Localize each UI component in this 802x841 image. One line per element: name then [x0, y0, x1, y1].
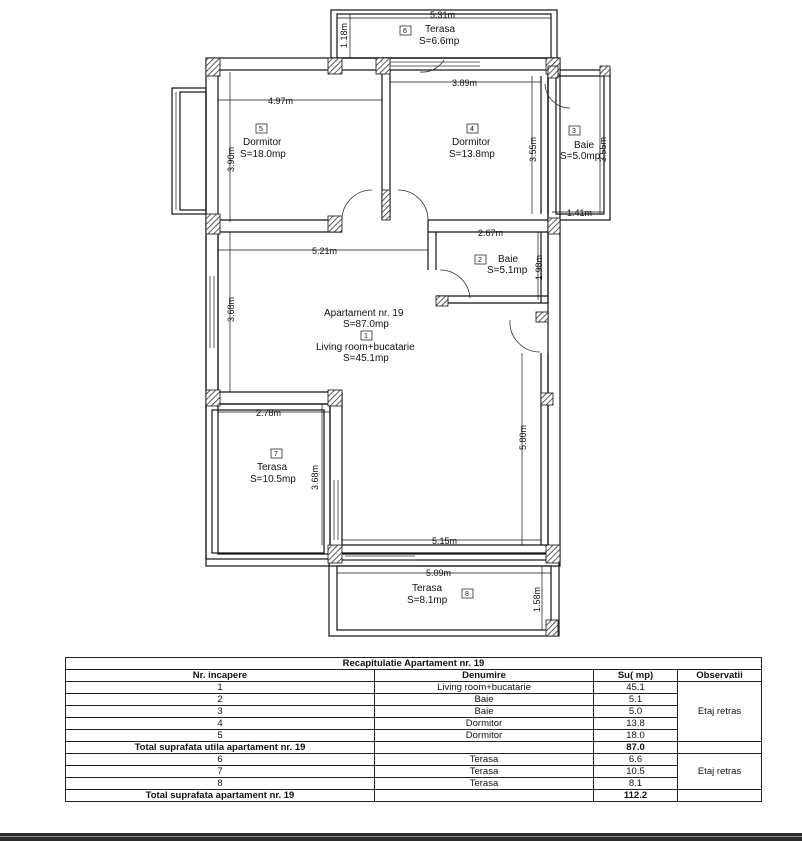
- table-total-row: [66, 790, 762, 802]
- cell-denumire: Living room+bucatarie: [375, 682, 594, 694]
- total-util-value: 87.0: [594, 742, 678, 754]
- header-su: Su( mp): [594, 670, 678, 682]
- cell-empty: [678, 790, 762, 802]
- table-row: [66, 682, 762, 694]
- svg-text:S=5.1mp: S=5.1mp: [487, 265, 528, 276]
- dim-d5-width: 4.97m: [268, 96, 294, 106]
- cell-denumire: Dormitor: [375, 730, 594, 742]
- header-denumire: Denumire: [375, 670, 594, 682]
- dim-b2-width: 2.67m: [478, 228, 504, 238]
- svg-text:Terasa: Terasa: [257, 462, 288, 473]
- cell-nr: 7: [66, 766, 375, 778]
- table-row: [66, 694, 762, 706]
- table-header-row: [66, 670, 762, 682]
- cell-nr: 8: [66, 778, 375, 790]
- table-row: [66, 718, 762, 730]
- room-baie-3: [560, 126, 601, 162]
- cell-denumire: Terasa: [375, 778, 594, 790]
- svg-text:Living room+bucatarie: Living room+bucatarie: [316, 342, 415, 353]
- svg-text:S=13.8mp: S=13.8mp: [449, 149, 495, 160]
- svg-text:Baie: Baie: [574, 140, 595, 151]
- dim-lr-width: 5.21m: [312, 246, 338, 256]
- header-observatii: Observatii: [678, 670, 762, 682]
- dim-t8-height: 1.58m: [532, 586, 542, 612]
- svg-text:Dormitor: Dormitor: [452, 137, 491, 148]
- cell-nr: 1: [66, 682, 375, 694]
- header-nr: Nr. incapere: [66, 670, 375, 682]
- dim-b2-height: 1.98m: [534, 254, 544, 280]
- svg-text:8: 8: [465, 591, 469, 598]
- cell-su: 45.1: [594, 682, 678, 694]
- bottom-bar: [0, 833, 802, 841]
- table-title-row: [66, 658, 762, 670]
- svg-text:1: 1: [364, 333, 368, 340]
- table-row: [66, 766, 762, 778]
- cell-nr: 6: [66, 754, 375, 766]
- dim-lr-height: 3.68m: [226, 296, 236, 322]
- svg-text:7: 7: [274, 451, 278, 458]
- room-terasa-6: [400, 24, 460, 47]
- dim-t7-width: 2.78m: [256, 408, 282, 418]
- cell-su: 8.1: [594, 778, 678, 790]
- cell-su: 18.0: [594, 730, 678, 742]
- svg-text:6: 6: [403, 28, 407, 35]
- room-baie-2: [475, 254, 528, 276]
- cell-nr: 2: [66, 694, 375, 706]
- dim-b3-height: 3.55m: [598, 136, 608, 162]
- svg-text:S=45.1mp: S=45.1mp: [343, 353, 389, 364]
- cell-denumire: Dormitor: [375, 718, 594, 730]
- cell-nr: 4: [66, 718, 375, 730]
- dim-d4-height: 3.55m: [528, 136, 538, 162]
- dim-t8-width: 5.09m: [426, 568, 452, 578]
- svg-text:Terasa: Terasa: [412, 583, 443, 594]
- svg-text:Dormitor: Dormitor: [243, 137, 282, 148]
- dim-lr-height-2: 5.80m: [518, 424, 528, 450]
- cell-denumire: Terasa: [375, 766, 594, 778]
- room-dormitor-4: [449, 124, 495, 160]
- cell-su: 5.0: [594, 706, 678, 718]
- total-value: 112.2: [594, 790, 678, 802]
- svg-text:Baie: Baie: [498, 254, 519, 265]
- dimension-labels: [226, 10, 608, 612]
- svg-text:2: 2: [478, 257, 482, 264]
- cell-observatii: Etaj retras: [678, 682, 762, 742]
- cell-denumire: Terasa: [375, 754, 594, 766]
- cell-observatii-2: Etaj retras: [678, 754, 762, 790]
- walls: [172, 10, 610, 636]
- cell-su: 13.8: [594, 718, 678, 730]
- svg-text:5: 5: [259, 126, 263, 133]
- svg-text:4: 4: [470, 126, 474, 133]
- total-label: Total suprafata apartament nr. 19: [66, 790, 375, 802]
- cell-empty: [375, 790, 594, 802]
- table-row: [66, 730, 762, 742]
- cell-denumire: Baie: [375, 706, 594, 718]
- total-util-label: Total suprafata utila apartament nr. 19: [66, 742, 375, 754]
- svg-text:S=18.0mp: S=18.0mp: [240, 149, 286, 160]
- dim-b3-width: 1.41m: [567, 208, 593, 218]
- svg-text:3: 3: [572, 128, 576, 135]
- cell-denumire: Baie: [375, 694, 594, 706]
- room-terasa-7: [250, 449, 296, 485]
- table-total-util-row: [66, 742, 762, 754]
- dim-d4-width: 3.89m: [452, 78, 478, 88]
- cell-nr: 5: [66, 730, 375, 742]
- dim-d5-height: 3.90m: [226, 146, 236, 172]
- dim-t7-height: 3.68m: [310, 464, 320, 490]
- svg-text:S=10.5mp: S=10.5mp: [250, 474, 296, 485]
- svg-text:Apartament nr. 19: Apartament nr. 19: [324, 308, 404, 319]
- table-title: Recapitulatie Apartament nr. 19: [66, 658, 762, 670]
- cell-empty: [375, 742, 594, 754]
- svg-text:S=5.0mp: S=5.0mp: [560, 151, 601, 162]
- dim-lr-width-2: 5.15m: [432, 536, 458, 546]
- table-row: [66, 754, 762, 766]
- dim-t6-width: 5.31m: [430, 10, 456, 20]
- table-row: [66, 706, 762, 718]
- svg-text:S=8.1mp: S=8.1mp: [407, 595, 448, 606]
- dim-t6-height: 1.18m: [339, 22, 349, 48]
- room-dormitor-5: [240, 124, 286, 160]
- svg-text:Terasa: Terasa: [425, 24, 456, 35]
- recap-table: [65, 657, 762, 802]
- room-living-1: [316, 308, 415, 364]
- room-terasa-8: [407, 583, 473, 606]
- table-row: [66, 778, 762, 790]
- svg-text:S=87.0mp: S=87.0mp: [343, 319, 389, 330]
- cell-su: 5.1: [594, 694, 678, 706]
- cell-su: 6.6: [594, 754, 678, 766]
- cell-su: 10.5: [594, 766, 678, 778]
- svg-text:S=6.6mp: S=6.6mp: [419, 36, 460, 47]
- cell-empty: [678, 742, 762, 754]
- cell-nr: 3: [66, 706, 375, 718]
